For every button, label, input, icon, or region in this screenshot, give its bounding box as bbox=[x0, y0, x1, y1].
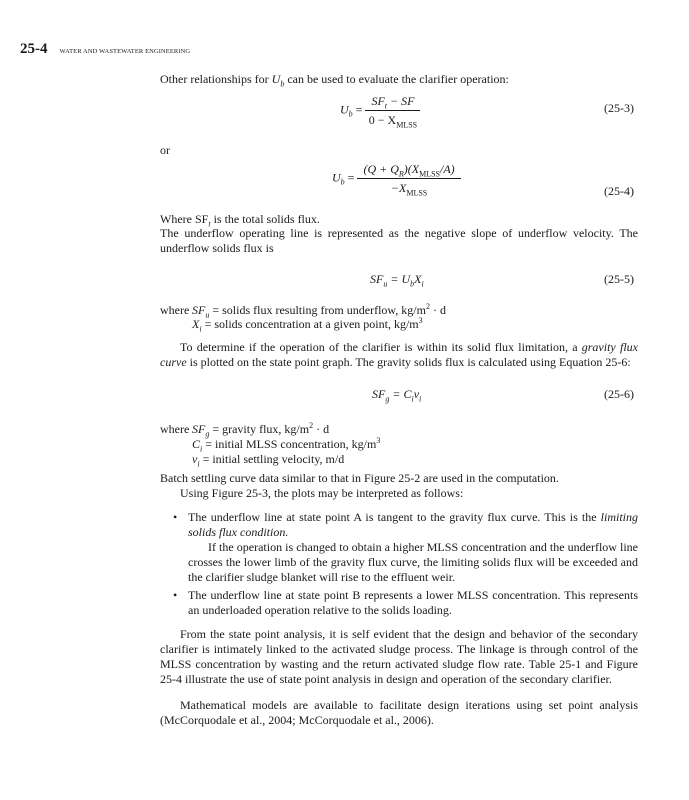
definition-row: $C_i$ = initial MLSS concentration, $kg/m^3$ bbox=[192, 436, 381, 454]
bullet-item: The underflow line at state point A is tangent to the gravity flux curve. This is the limiting solids flux condition. bbox=[188, 510, 638, 539]
or-text: or bbox=[160, 143, 170, 157]
state-point-paragraph: From the state point analysis, it is self evident that the design and behavior of the secondary clarifier is intimately linked to the activated sludge process. The linkage is through control of the MLSS concentration by wasting and the return activated sludge flow rate. Table 25-1 and Figure 25-4 illustrate the use of state point analysis in design and operation of the secondary clarifier. bbox=[160, 627, 638, 686]
bullet-icon: • bbox=[173, 588, 178, 602]
equation-number-25-3: (25-3) bbox=[604, 101, 634, 115]
equation-number-25-5: (25-5) bbox=[604, 272, 634, 286]
page-header bbox=[20, 40, 190, 58]
using-figure-paragraph: Using Figure 25-3, the plots may be interpreted as follows: bbox=[180, 486, 464, 500]
definition-row: $X_i$ = solids concentration at a given point, $kg/m^3$ bbox=[192, 316, 423, 334]
bullet-item: The underflow line at state point B represents a lower MLSS concentration. This represents an underloaded operation relative to the solids loading. bbox=[188, 588, 638, 617]
running-title: WATER AND WASTEWATER ENGINEERING bbox=[59, 48, 191, 55]
definition-row: where $SF_u$ = solids flux resulting from underflow, $kg/m^2 \cdot d$ bbox=[160, 302, 446, 320]
definition-row: where $SF_g$ = gravity flux, $kg/m^2 \cdot d$ bbox=[160, 421, 330, 439]
models-paragraph: Mathematical models are available to facilitate design iterations using set point analysis (McCorquodale et al., 2004; McCorquodale et al., 2006). bbox=[160, 698, 638, 727]
batch-paragraph: Batch settling curve data similar to that in Figure 25-2 are used in the computation. bbox=[160, 471, 559, 485]
page-number: 25-4 bbox=[20, 41, 48, 57]
equation-25-6: $SF_g = C_iv_i$ bbox=[372, 387, 422, 404]
bullet-icon: • bbox=[173, 510, 178, 524]
definition-row: $v_i$ = initial settling velocity, m/d bbox=[192, 452, 345, 469]
bullet-sub-paragraph: If the operation is changed to obtain a higher MLSS concentration and the underflow line crosses the lower limb of the gravity flux curve, the limiting solids flux will be exceeded and the clarifier sludge blanket will rise to the effluent weir. bbox=[188, 540, 638, 584]
equation-25-5: $SF_u = U_bX_i$ bbox=[370, 272, 424, 289]
underflow-paragraph: The underflow operating line is represented as the negative slope of underflow velocity. The underflow solids flux is bbox=[160, 226, 638, 255]
gravity-flux-paragraph: To determine if the operation of the clarifier is within its solid flux limitation, a gravity flux curve is plotted on the state point graph. The gravity solids flux is calculated using Equation 25-6: bbox=[160, 340, 638, 369]
equation-25-4: $U_b$ = $\frac{(Q + Q_R)(X_{MLSS}/A)}{-X_{MLSS}}$ bbox=[332, 162, 461, 195]
where-total-flux: Where $SF_t$ is the total solids flux. bbox=[160, 212, 320, 229]
equation-25-3: $U_b$ = $\frac{SF_t - SF}{0 - X_{MLSS}}$ bbox=[340, 94, 420, 127]
equation-number-25-6: (25-6) bbox=[604, 387, 634, 401]
intro-paragraph: Other relationships for $U_b$ can be used to evaluate the clarifier operation: bbox=[160, 72, 509, 89]
equation-number-25-4: (25-4) bbox=[604, 184, 634, 198]
